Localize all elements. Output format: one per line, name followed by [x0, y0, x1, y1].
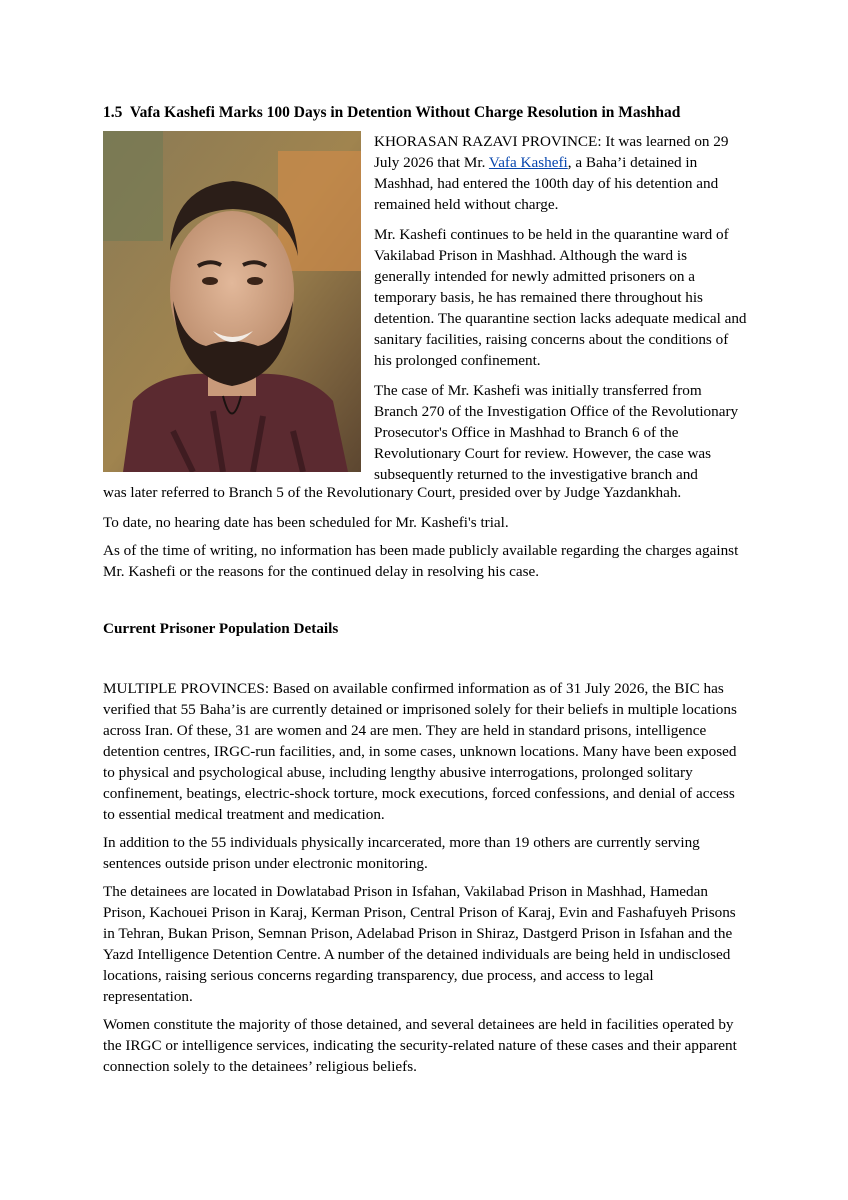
article-paragraph-3-tail: was later referred to Branch 5 of the Revolutionary Court, presided over by Judge Yazdankhah.	[103, 484, 682, 501]
population-paragraph-3-text: The detainees are located in Dowlatabad Prison in Isfahan, Vakilabad Prison in Mashhad, Hamedan Prison, Kachouei Prison in Karaj, Kerman Prison, Central Prison of Karaj, Evin and Fashafuyeh Prisons in Tehran, Bukan Prison, Semnan Prison, Adelabad Prison in Shiraz, Dastgerd Prison in Isfahan and the Yazd Intelligence Detention Centre. A number of the detained individuals are being held in undisclosed locations, raising serious concerns regarding transparency, due process, and access to legal representation.	[103, 883, 736, 1005]
population-paragraph-3	[103, 881, 746, 1007]
wrapped-text-column	[374, 131, 747, 494]
article-paragraph-5-text: As of the time of writing, no information has been made publicly available regarding the charges against Mr. Kashefi or the reasons for the continued delay in resolving his case.	[103, 542, 739, 580]
population-paragraph-2-text: In addition to the 55 individuals physically incarcerated, more than 19 others are currently serving sentences outside prison under electronic monitoring.	[103, 834, 700, 872]
article-paragraph-5	[103, 540, 746, 582]
article-paragraph-4	[103, 512, 746, 533]
population-paragraph-4	[103, 1014, 746, 1077]
section-heading	[103, 103, 746, 123]
population-paragraph-4-text: Women constitute the majority of those detained, and several detainees are held in facilities operated by the IRGC or intelligence services, indicating the security-related nature of these cases and their apparent connection solely to the detainees’ religious beliefs.	[103, 1016, 737, 1075]
article-paragraph-3: The case of Mr. Kashefi was initially transferred from Branch 270 of the Investigation Office of the Revolutionary Prosecutor's Office in Mashhad to Branch 6 of the Revolutionary Court for review. However, the case was subsequently returned to the investigative branch and	[374, 382, 739, 483]
article-paragraph-3-continued	[103, 482, 746, 503]
population-heading: Current Prisoner Population Details	[103, 620, 339, 637]
article-paragraph-1	[374, 131, 747, 215]
portrait-photo	[103, 131, 361, 472]
population-paragraph-2	[103, 832, 746, 874]
population-paragraph-1	[103, 678, 746, 825]
p1-text-before-link: KHORASAN RAZAVI PROVINCE: It was learned on 29 July 2026 that Mr.	[374, 133, 729, 171]
article-paragraph-4-text: To date, no hearing date has been scheduled for Mr. Kashefi's trial.	[103, 514, 509, 531]
p1-text-after-link: , a Baha’i detained in Mashhad, had entered the 100th day of his detention and remained held without charge.	[374, 154, 719, 213]
population-paragraph-1-text: MULTIPLE PROVINCES: Based on available confirmed information as of 31 July 2026, the BIC has verified that 55 Baha’is are currently detained or imprisoned solely for their beliefs in multiple locations across Iran. Of these, 31 are women and 24 are men. They are held in standard prisons, intelligence detention centres, IRGC-run facilities, and, in some cases, unknown locations. Many have been exposed to physical and psychological abuse, including lengthy abusive interrogations, prolonged solitary confinement, beatings, electric-shock torture, mock executions, forced confessions, and denial of access to essential medical treatment and medication.	[103, 680, 737, 823]
portrait-illustration	[103, 131, 361, 472]
section-number: 1.5	[103, 104, 123, 121]
vafa-kashefi-link[interactable]: Vafa Kashefi	[488, 154, 568, 171]
article-paragraph-2: Mr. Kashefi continues to be held in the quarantine ward of Vakilabad Prison in Mashhad. Although the ward is generally intended for newly admitted prisoners on a temporary basis, he has remained there throughout his detention. The quarantine section lacks adequate medical and sanitary facilities, raising concerns about the conditions of his prolonged confinement.	[374, 226, 747, 369]
section-title: Vafa Kashefi Marks 100 Days in Detention Without Charge Resolution in Mashhad	[129, 104, 681, 121]
